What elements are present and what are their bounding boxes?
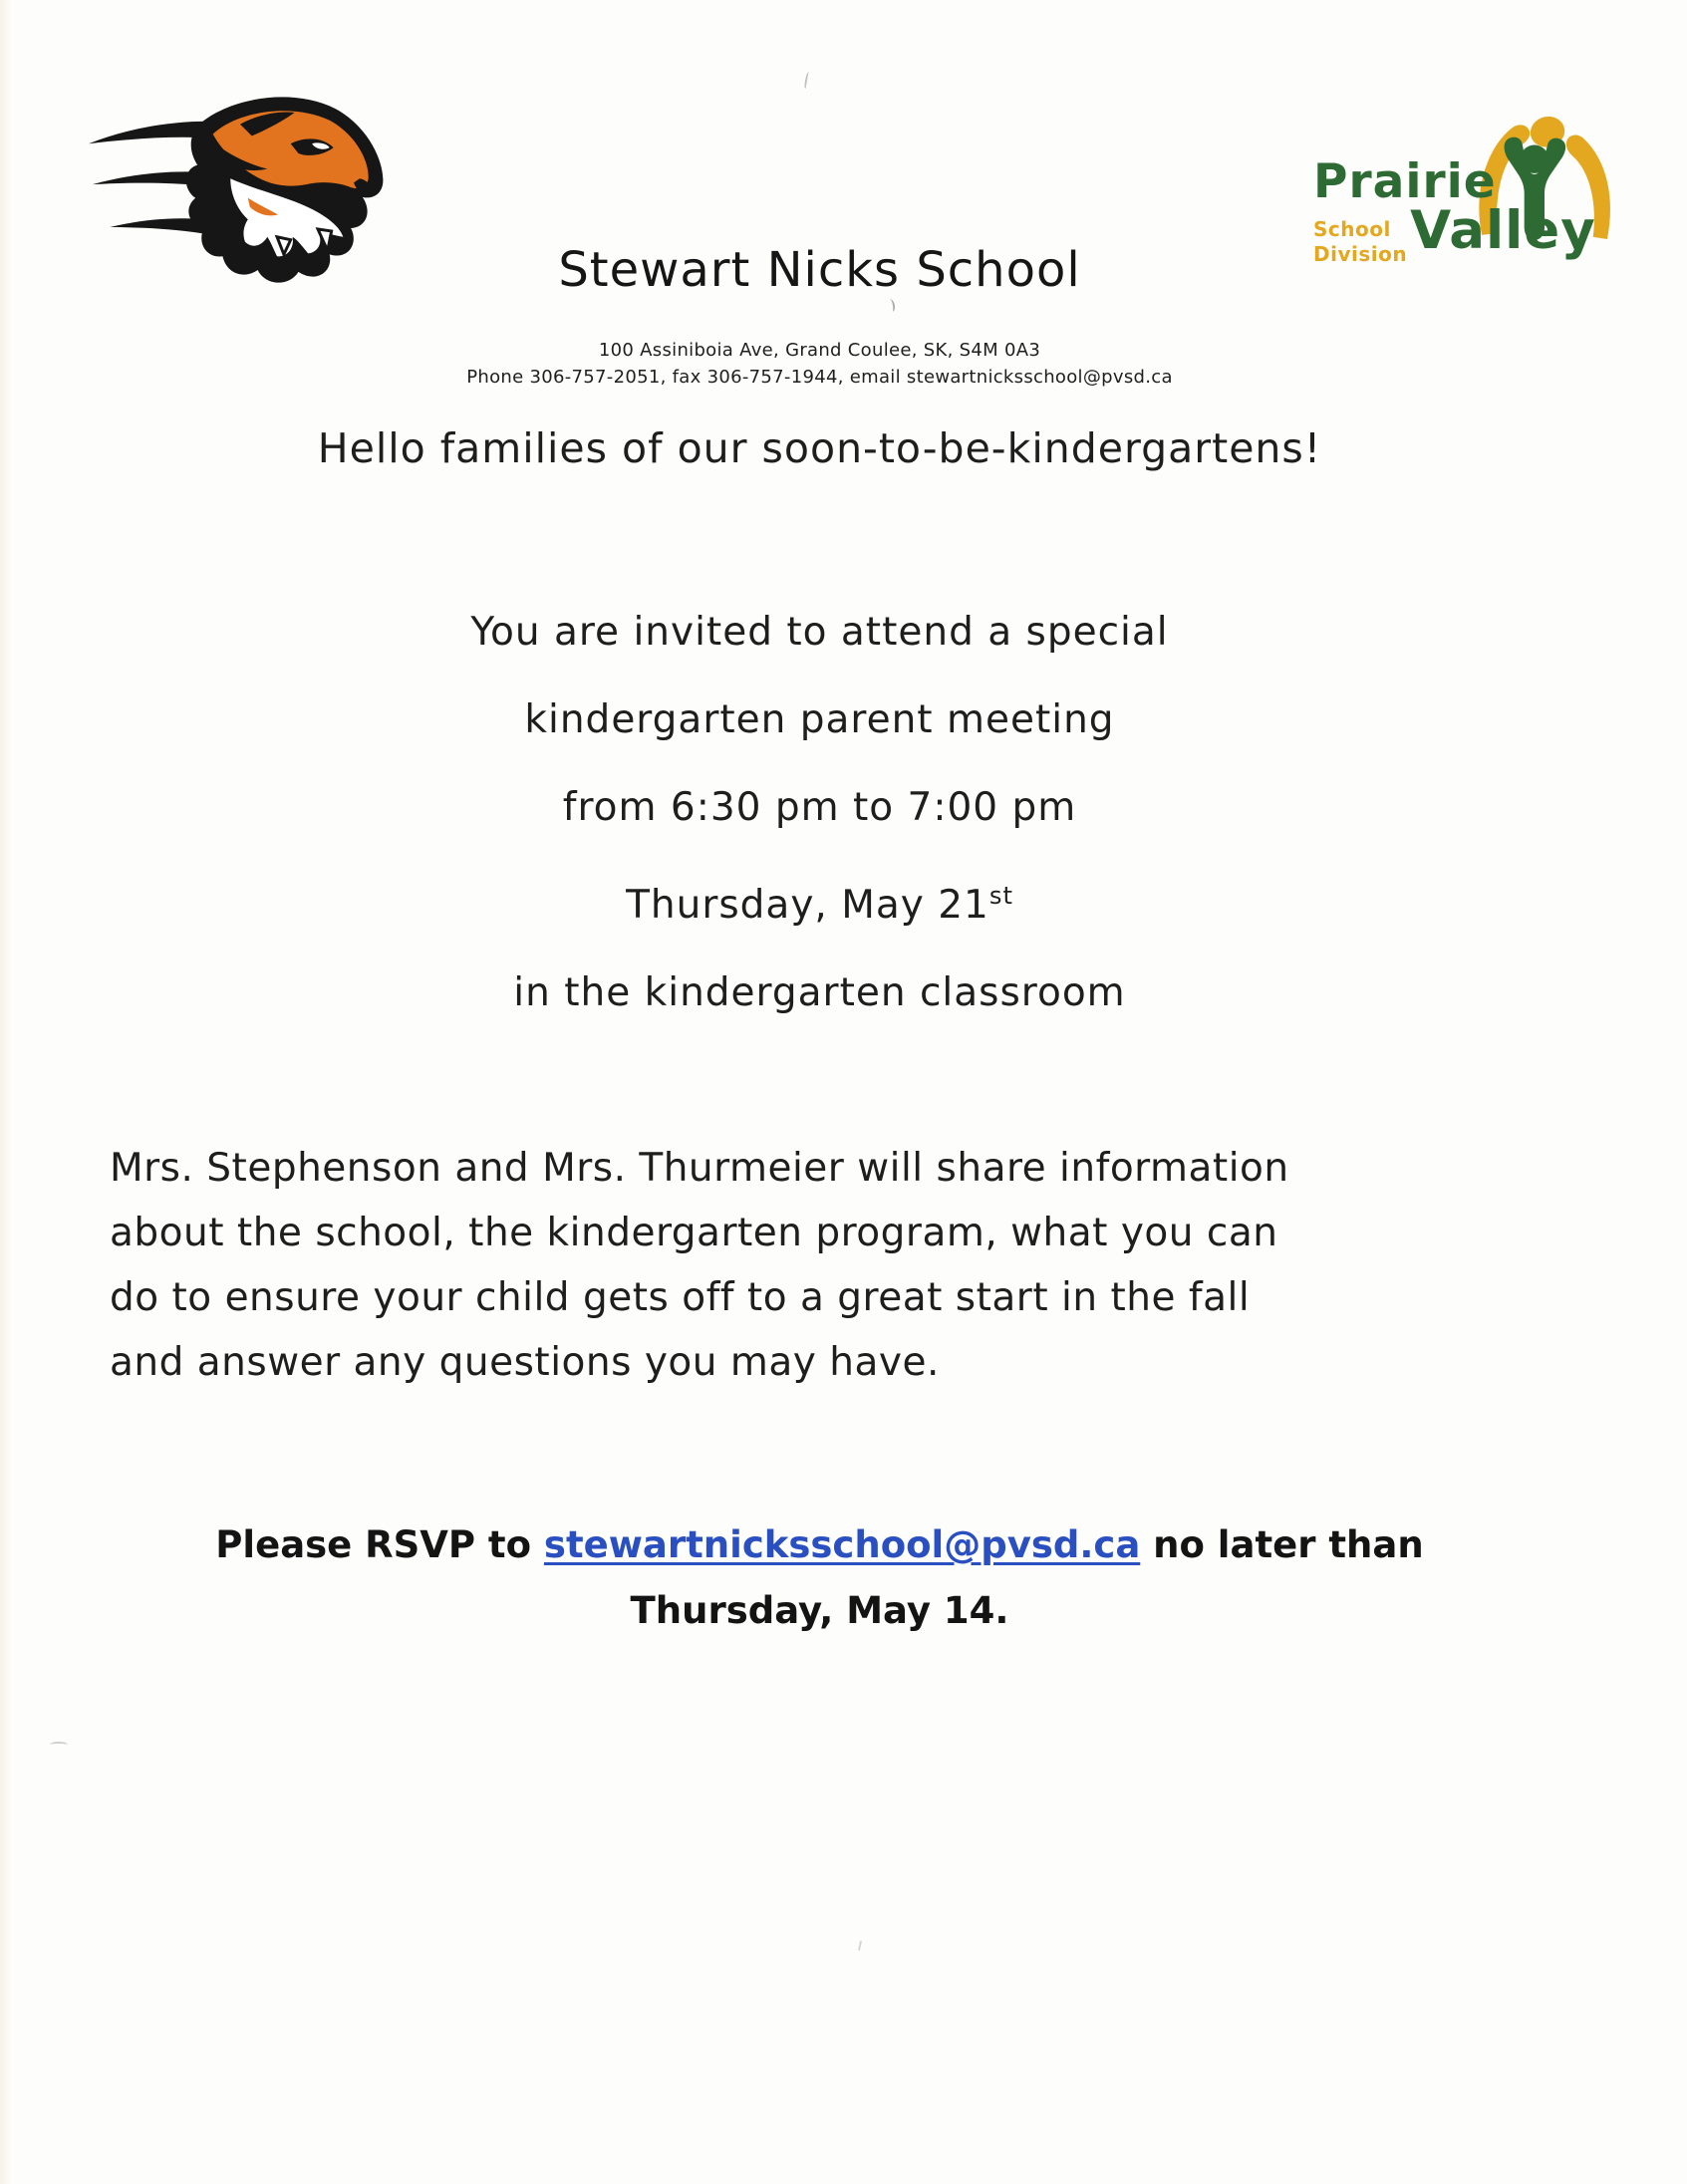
invitation-line-1: You are invited to attend a special bbox=[470, 610, 1169, 655]
pv-logo-text bbox=[1303, 112, 1620, 267]
body-paragraph bbox=[110, 1136, 1584, 1395]
invitation-date-line bbox=[0, 873, 1639, 929]
scan-edge-tint bbox=[0, 0, 12, 2184]
rsvp-prefix: Please RSVP to bbox=[215, 1523, 544, 1566]
rsvp-suffix: no later than bbox=[1140, 1523, 1424, 1566]
school-contact: Phone 306-757-2051, fax 306-757-1944, email stewartnicksschool@pvsd.ca bbox=[466, 367, 1173, 388]
pv-word-school: School bbox=[1313, 217, 1391, 241]
invitation-date-text: Thursday, May 21 bbox=[626, 883, 989, 928]
school-name-title: Stewart Nicks School bbox=[558, 242, 1081, 298]
invitation-block bbox=[0, 610, 1639, 1058]
scan-artifact bbox=[886, 299, 895, 313]
rsvp-email-link[interactable]: stewartnicksschool@pvsd.ca bbox=[543, 1523, 1141, 1566]
pv-word-valley: Valley bbox=[1410, 200, 1596, 261]
invitation-line-2: kindergarten parent meeting bbox=[524, 697, 1115, 742]
body-line-3: do to ensure your child gets off to a great start in the fall bbox=[110, 1275, 1251, 1320]
invitation-location-line: in the kindergarten classroom bbox=[513, 970, 1126, 1015]
pv-word-division: Division bbox=[1313, 242, 1408, 266]
greeting-line: Hello families of our soon-to-be-kindergartens! bbox=[317, 424, 1322, 472]
body-line-1: Mrs. Stephenson and Mrs. Thurmeier will share information bbox=[110, 1146, 1289, 1191]
rsvp-line-2: Thursday, May 14. bbox=[630, 1589, 1009, 1632]
invitation-line-3: from 6:30 pm to 7:00 pm bbox=[562, 785, 1077, 830]
body-line-4: and answer any questions you may have. bbox=[110, 1340, 940, 1385]
scan-artifact bbox=[50, 1742, 68, 1748]
scan-artifact bbox=[858, 1941, 865, 1952]
rsvp-block bbox=[0, 1512, 1639, 1644]
invitation-date-ordinal: st bbox=[988, 882, 1013, 910]
body-line-2: about the school, the kindergarten program, what you can bbox=[110, 1211, 1278, 1255]
school-address: 100 Assiniboia Ave, Grand Coulee, SK, S4M 0A3 bbox=[598, 340, 1041, 361]
pv-word-prairie: Prairie bbox=[1313, 154, 1497, 209]
rsvp-line-1 bbox=[0, 1512, 1639, 1578]
scan-artifact bbox=[804, 72, 811, 89]
